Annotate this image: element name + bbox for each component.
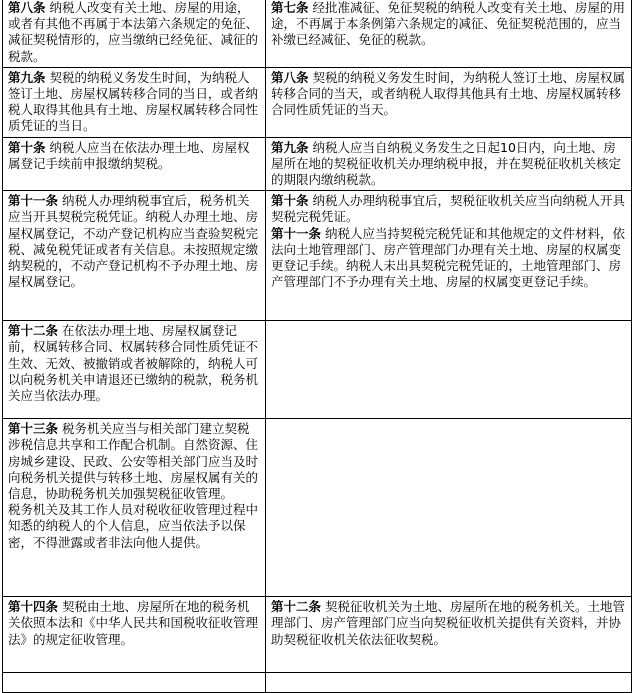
- article-text: 契税征收机关为土地、房屋所在地的税务机关。土地管理部门、房产管理部门应当向契税征收机关提供有关资料，并协助契税征收机关依法征收契税。: [271, 599, 626, 647]
- old-regulation-cell: [266, 191, 632, 321]
- new-law-cell: [3, 673, 266, 693]
- article-text: 纳税人办理纳税事宜后，税务机关应当开具契税完税凭证。纳税人办理土地、房屋权属登记，不动产登记机构应当查验契税完税、减免税凭证或者有关信息。未按照规定缴纳契税的，不动产登记机构不予办理土地、房屋权属登记。: [8, 193, 259, 290]
- article-text: 纳税人应当持契税完税凭证和其他规定的文件材料，依法向土地管理部门、房产管理部门办理有关土地、房屋的权属变更登记手续。纳税人未出具契税完税凭证的，土地管理部门、房产管理部门不予办理有关土地、房屋的权属变更登记手续。: [271, 225, 626, 290]
- article-text: 契税的纳税义务发生时间，为纳税人签订土地、房屋权属转移合同的当天，或者纳税人取得其他具有土地、房屋权属转移合同性质凭证的当天。: [271, 69, 626, 118]
- new-law-cell: [3, 191, 266, 321]
- article-paragraph: [271, 226, 627, 291]
- article-text: 税务机关应当与相关部门建立契税涉税信息共享和工作配合机制。自然资源、住房城乡建设、民政、公安等相关部门应当及时向税务机关提供与转移土地、房屋权属有关的信息，协助税务机关加强契税征收管理。: [8, 421, 259, 502]
- new-law-cell: [3, 419, 266, 597]
- comparison-table: [2, 0, 632, 693]
- article-number: 第十四条: [8, 599, 59, 615]
- article-number: 第八条: [8, 0, 46, 15]
- old-regulation-cell: [266, 673, 632, 693]
- table-row-cutoff: [3, 673, 632, 693]
- article-number: 第十条: [271, 193, 309, 209]
- article-number: 第七条: [271, 0, 309, 15]
- article-text: 契税由土地、房屋所在地的税务机关依照本法和《中华人民共和国税收征收管理法》的规定征收管理。: [8, 599, 259, 647]
- old-regulation-cell: [266, 137, 632, 191]
- article-text: 纳税人改变有关土地、房屋的用途，或者有其他不再属于本法第六条规定的免征、减征契税情形的，应当缴纳已经免征、减征的税款。: [8, 0, 259, 64]
- old-regulation-cell: [266, 597, 632, 673]
- article-number: 第八条: [271, 69, 309, 85]
- article-paragraph: [8, 421, 261, 502]
- article-number: 第九条: [271, 139, 309, 155]
- table-row: [3, 321, 632, 419]
- article-number: 第十一条: [271, 225, 322, 241]
- article-text: 经批准减征、免征契税的纳税人改变有关土地、房屋的用途，不再属于本条例第六条规定的减征、免征契税范围的，应当补缴已经减征、免征的税款。: [271, 0, 626, 48]
- old-regulation-cell-empty: [266, 419, 632, 597]
- article-paragraph: [8, 502, 261, 551]
- article-number: 第十二条: [271, 599, 322, 615]
- new-law-cell: [3, 597, 266, 673]
- old-regulation-cell: [266, 67, 632, 137]
- table-row: [3, 419, 632, 597]
- old-regulation-cell: [266, 0, 632, 67]
- new-law-cell: [3, 0, 266, 67]
- article-text: 纳税人应当自纳税义务发生之日起10日内，向土地、房屋所在地的契税征收机关办理纳税申报，并在契税征收机关核定的期限内缴纳税款。: [271, 139, 622, 188]
- table-row: [3, 191, 632, 321]
- article-paragraph: [271, 193, 627, 225]
- new-law-cell: [3, 137, 266, 191]
- article-text: 纳税人办理纳税事宜后，契税征收机关应当向纳税人开具契税完税凭证。: [271, 193, 626, 225]
- table-row: [3, 0, 632, 67]
- table-row: [3, 137, 632, 191]
- old-regulation-cell-empty: [266, 321, 632, 419]
- article-number: 第十三条: [8, 421, 59, 437]
- table-row: [3, 67, 632, 137]
- table-row: [3, 597, 632, 673]
- article-text: 税务机关及其工作人员对税收征收管理过程中知悉的纳税人的个人信息，应当依法予以保密，不得泄露或者非法向他人提供。: [8, 502, 259, 550]
- article-text: 契税的纳税义务发生时间，为纳税人签订土地、房屋权属转移合同的当日，或者纳税人取得其他具有土地、房屋权属转移合同性质凭证的当日。: [8, 69, 259, 134]
- new-law-cell: [3, 321, 266, 419]
- article-number: 第十二条: [8, 323, 59, 339]
- article-number: 第十条: [8, 139, 46, 155]
- new-law-cell: [3, 67, 266, 137]
- article-text: 纳税人应当在依法办理土地、房屋权属登记手续前申报缴纳契税。: [8, 139, 250, 171]
- article-number: 第十一条: [8, 193, 59, 209]
- article-text: 在依法办理土地、房屋权属登记前，权属转移合同、权属转移合同性质凭证不生效、无效、被撤销或者被解除的，纳税人可以向税务机关申请退还已缴纳的税款，税务机关应当依法办理。: [8, 323, 259, 404]
- article-number: 第九条: [8, 69, 46, 85]
